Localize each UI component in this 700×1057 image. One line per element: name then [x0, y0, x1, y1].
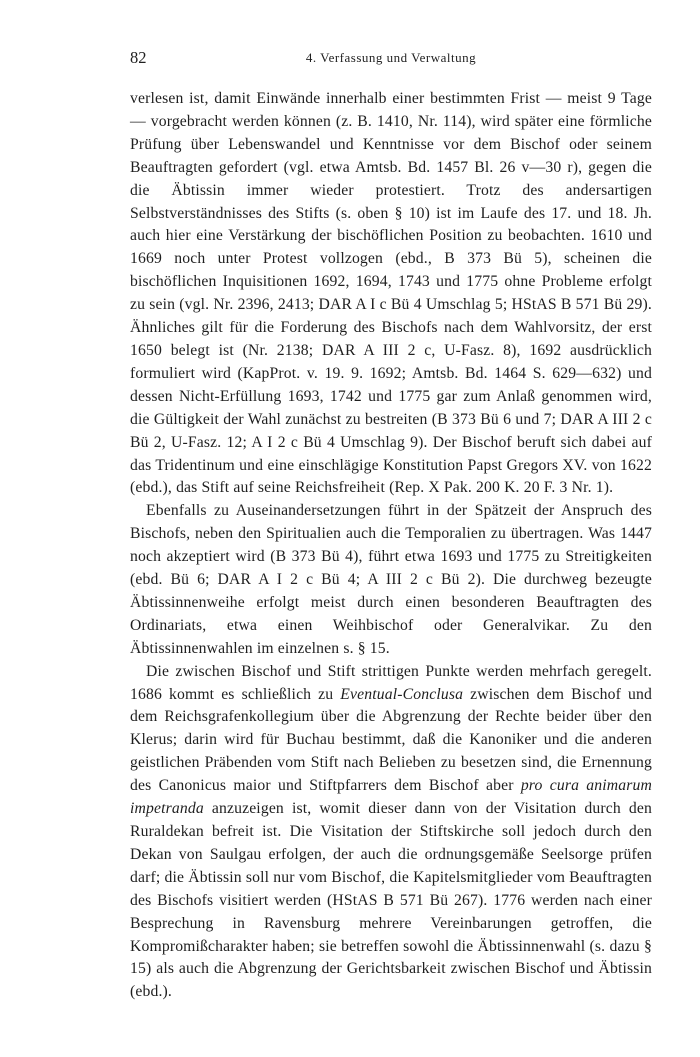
- paragraph-3-text-b: zwischen dem Bischof und dem Reichsgrafenkollegium über die Abgrenzung der Rechte beider über den Klerus; darin wird für Buchau bestimmt, daß die Kanoniker und die anderen geistlichen Präbenden vom Stift nach Belieben zu besetzen sind, die Ernennung des Canonicus maior und Stiftpfarrers dem Bischof aber: [130, 685, 652, 795]
- paragraph-3-text-c: anzuzeigen ist, womit dieser dann von der Visitation durch den Ruraldekan befreit ist. Die Visitation der Stiftskirche soll jedoch durch den Dekan von Saulgau erfolgen, der auch die ordnungsgemäße Seelsorge prüfen darf; die Äbtissin soll nur vom Bischof, die Kapitelsmitglieder vom Beauftragten des Bischofs visitiert werden (HStAS B 571 Bü 267). 1776 werden nach einer Besprechung in Ravensburg mehrere Vereinbarungen getroffen, die Kompromißcharakter haben; sie betreffen sowohl die Äbtissinnenwahl (s. dazu § 15) als auch die Abgrenzung der Gerichtsbarkeit zwischen Bischof und Äbtissin (ebd.).: [130, 800, 652, 1001]
- latin-term-eventual-conclusa: Eventual-Conclusa: [340, 685, 464, 703]
- paragraph-3: [130, 661, 652, 1005]
- paragraph-3-text-a: Die zwischen Bischof und Stift strittigen Punkte werden mehrfach geregelt. 1686 kommt es schließlich zu: [130, 662, 652, 703]
- paragraph-2: Ebenfalls zu Auseinandersetzungen führt in der Spätzeit der Anspruch des Bischofs, neben den Spiritualien auch die Temporalien zu übertragen. Was 1447 noch akzeptiert wird (B 373 Bü 4), führt etwa 1693 und 1775 zu Streitigkeiten (ebd. Bü 6; DAR A I 2 c Bü 4; A III 2 c Bü 2). Die durchweg bezeugte Äbtissinnenweihe erfolgt meist durch einen besonderen Beauftragten des Ordinariats, etwa einen Weihbischof oder Generalvikar. Zu den Äbtissinnenwahlen im einzelnen s. § 15.: [130, 502, 652, 657]
- text-body: [130, 88, 652, 1004]
- latin-phrase-pro-cura: pro cura animarum impetranda: [130, 777, 652, 818]
- page-number: 82: [130, 48, 147, 67]
- paragraph-1: verlesen ist, damit Einwände innerhalb einer bestimmten Frist — meist 9 Tage — vorgebracht werden können (z. B. 1410, Nr. 114), wird später eine förmliche Prüfung über Lebenswandel und Kenntnisse vor dem Bischof oder seinem Beauftragten gefordert (vgl. etwa Amtsb. Bd. 1457 Bl. 26 v—30 r), gegen die die Äbtissin immer wieder protestiert. Trotz des andersartigen Selbstverständnisses des Stifts (s. oben § 10) ist im Laufe des 17. und 18. Jh. auch hier eine Verstärkung der bischöflichen Position zu beobachten. 1610 und 1669 noch unter Protest vollzogen (ebd., B 373 Bü 5), scheinen die bischöflichen Inquisitionen 1692, 1694, 1743 und 1775 ohne Probleme erfolgt zu sein (vgl. Nr. 2396, 2413; DAR A I c Bü 4 Umschlag 5; HStAS B 571 Bü 29). Ähnliches gilt für die Forderung des Bischofs nach dem Wahlvorsitz, der erst 1650 belegt ist (Nr. 2138; DAR A III 2 c, U-Fasz. 8), 1692 ausdrücklich formuliert wird (KapProt. v. 19. 9. 1692; Amtsb. Bd. 1464 S. 629—632) und dessen Nicht-Erfüllung 1693, 1742 und 1775 gar zum Anlaß genommen wird, die Gültigkeit der Wahl zunächst zu bestreiten (B 373 Bü 6 und 7; DAR A III 2 c Bü 2, U-Fasz. 12; A I 2 c Bü 4 Umschlag 9). Der Bischof beruft sich dabei auf das Tridentinum und eine einschlägige Konstitution Papst Gregors XV. von 1622 (ebd.), das Stift auf seine Reichsfreiheit (Rep. X Pak. 200 K. 20 F. 3 Nr. 1).: [130, 90, 652, 497]
- running-title: 4. Verfassung und Verwaltung: [305, 50, 477, 65]
- page-header: [130, 48, 652, 70]
